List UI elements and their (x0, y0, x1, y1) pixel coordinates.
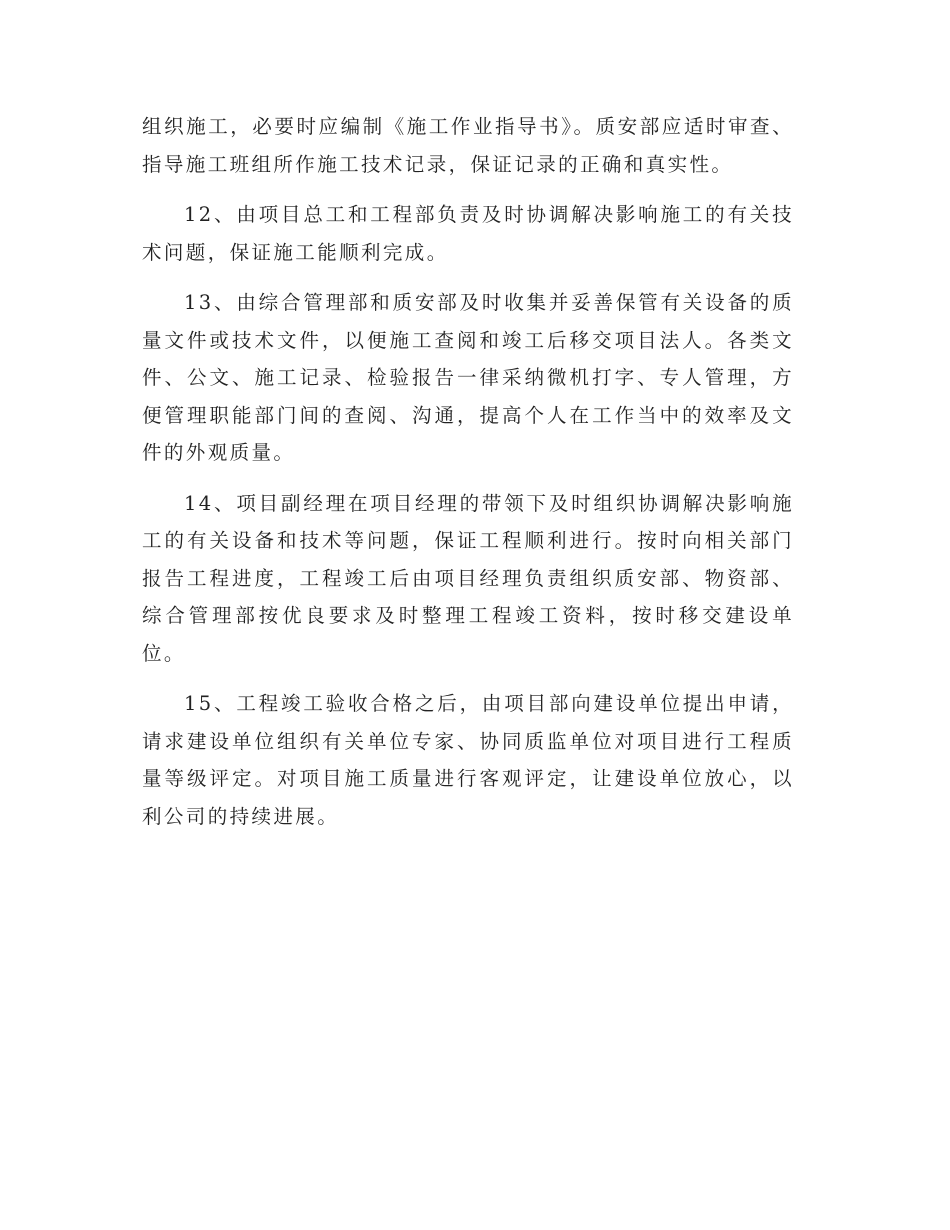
paragraph-continuation: 组织施工，必要时应编制《施工作业指导书》。质安部应适时审查、指导施工班组所作施工技术记录，保证记录的正确和真实性。 (142, 115, 794, 176)
paragraph-item-12: 12、由项目总工和工程部负责及时协调解决影响施工的有关技术问题，保证施工能顺利完成。 (142, 203, 794, 264)
paragraph-item-14: 14、项目副经理在项目经理的带领下及时组织协调解决影响施工的有关设备和技术等问题，保证工程顺利进行。按时向相关部门报告工程进度，工程竣工后由项目经理负责组织质安部、物资部、综合管理部按优良要求及时整理工程竣工资料，按时移交建设单位。 (142, 491, 794, 665)
paragraph-item-13: 13、由综合管理部和质安部及时收集并妥善保管有关设备的质量文件或技术文件，以便施工查阅和竣工后移交项目法人。各类文件、公文、施工记录、检验报告一律采纳微机打字、专人管理，方便管理职能部门间的查阅、沟通，提高个人在工作当中的效率及文件的外观质量。 (142, 291, 794, 464)
document-body (142, 108, 794, 848)
paragraph-item-15: 15、工程竣工验收合格之后，由项目部向建设单位提出申请，请求建设单位组织有关单位专家、协同质监单位对项目进行工程质量等级评定。对项目施工质量进行客观评定，让建设单位放心，以利公司的持续进展。 (142, 692, 794, 828)
